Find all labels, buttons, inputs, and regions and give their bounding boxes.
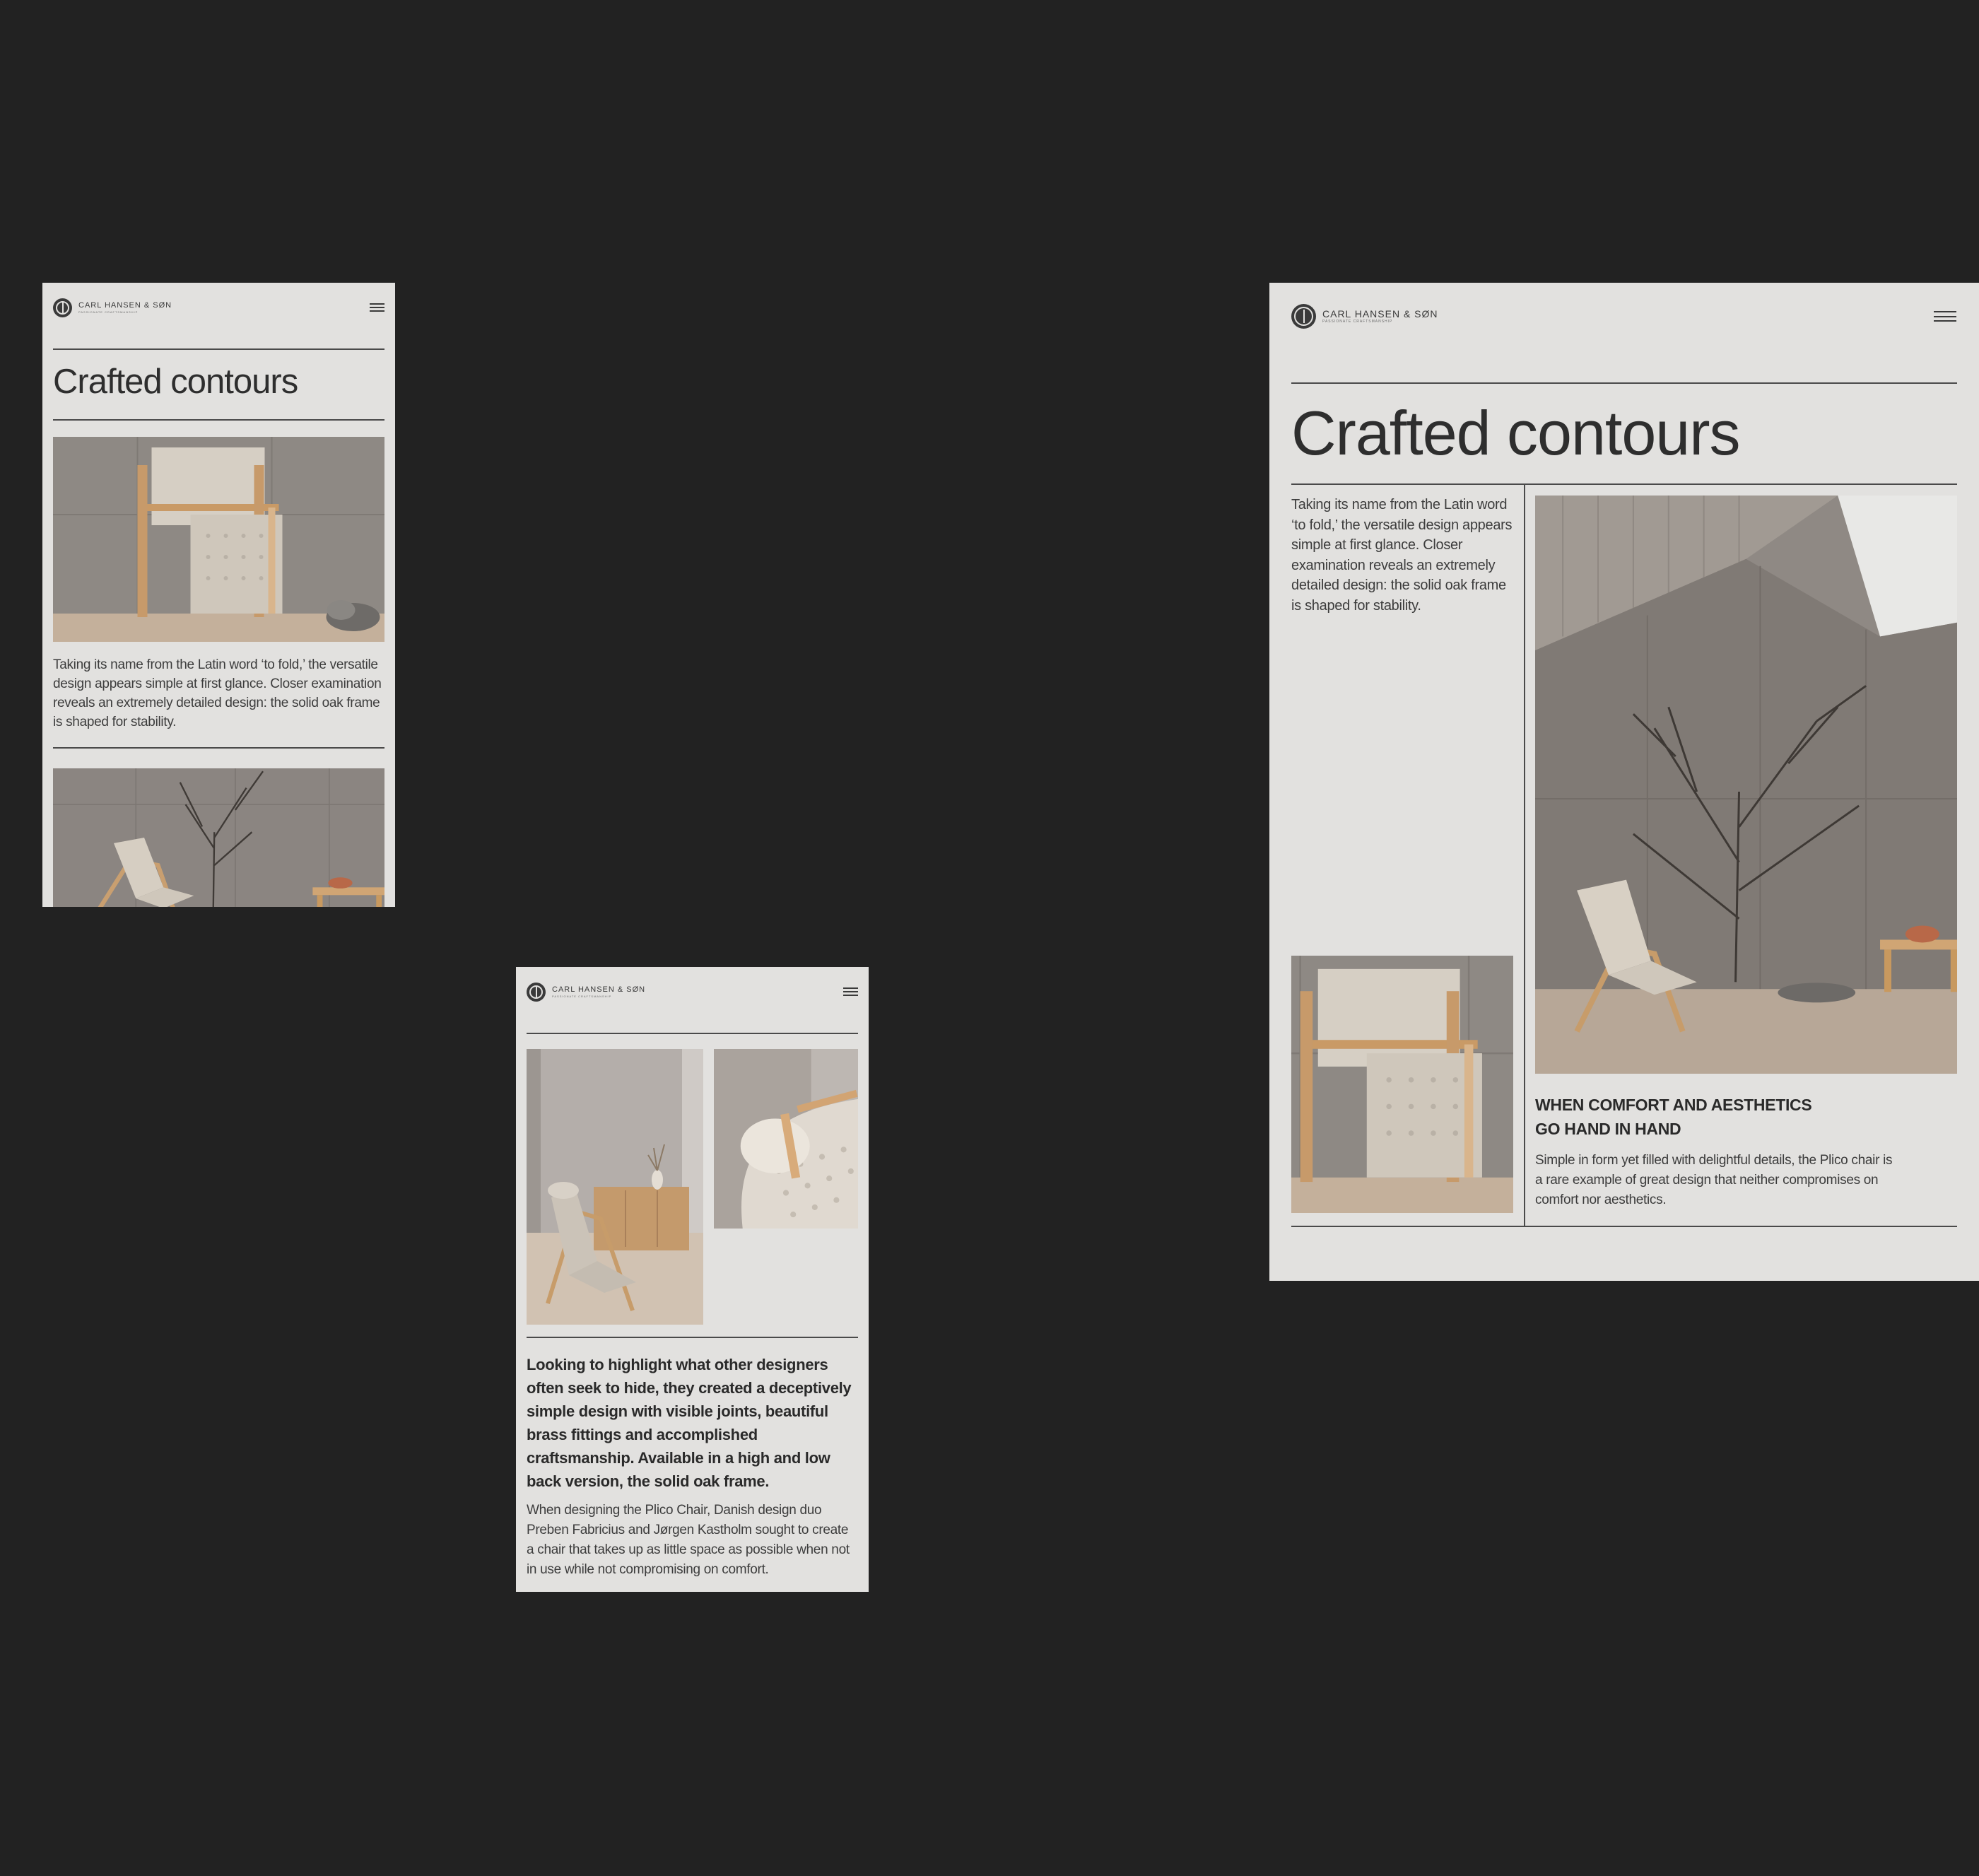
brand-tagline: PASSIONATE CRAFTSMANSHIP <box>1322 319 1393 324</box>
brand-logo[interactable] <box>527 983 645 1002</box>
brand-name: CARL HANSEN & SØN <box>552 985 646 994</box>
intro-text: Taking its name from the Latin word ‘to fold,’ the versatile design appears simple at first glance. Closer examination reveals an extremely detailed design: the solid oak frame is shaped for stability. <box>1291 497 1513 614</box>
brand-logo[interactable] <box>1291 304 1438 329</box>
divider <box>1291 382 1957 384</box>
folded-chair-photo <box>1291 956 1513 1213</box>
mobile-frame-1 <box>42 283 395 907</box>
comfort-text: Simple in form yet filled with delightful details, the Plico chair is a rare example of great design that neither compromises on comfort nor aesthetics. <box>1535 1153 1893 1207</box>
brand-logo[interactable] <box>53 298 172 317</box>
logo-icon <box>53 298 72 317</box>
divider <box>1291 483 1957 485</box>
brand-name: CARL HANSEN & SØN <box>78 301 172 310</box>
designers-text: When designing the Plico Chair, Danish design duo Preben Fabricius and Jørgen Kastholm sought to create a chair that takes up as little space as possible when not in use while not compromising on comfort. <box>527 1503 850 1577</box>
logo-icon <box>1291 304 1316 329</box>
brand-name: CARL HANSEN & SØN <box>1322 308 1438 319</box>
hamburger-menu-icon[interactable] <box>843 987 858 996</box>
divider <box>53 348 384 350</box>
logo-icon <box>527 983 546 1002</box>
loft-chair-photo <box>1535 496 1957 1074</box>
brand-tagline: PASSIONATE CRAFTSMANSHIP <box>552 995 612 998</box>
mobile-frame-2 <box>516 967 869 1592</box>
page-title: Crafted contours <box>1291 398 1740 468</box>
divider <box>527 1337 858 1338</box>
column-divider <box>1524 483 1525 1227</box>
divider <box>53 419 384 421</box>
lounge-chair-photo <box>53 768 384 907</box>
room-chair-photo <box>527 1049 703 1325</box>
divider <box>527 1033 858 1034</box>
divider <box>1291 1226 1957 1227</box>
folded-chair-photo <box>53 437 384 642</box>
tablet-frame <box>1269 283 1979 1281</box>
hamburger-menu-icon[interactable] <box>370 303 384 312</box>
page-title: Crafted contours <box>53 363 298 401</box>
brand-tagline: PASSIONATE CRAFTSMANSHIP <box>78 310 139 314</box>
highlight-text: Looking to highlight what other designers often seek to hide, they created a deceptively simple design with visible joints, beautiful brass fittings and accomplished craftsmanship. Available in a high and low back version, the solid oak frame. <box>527 1356 852 1490</box>
cushion-detail-photo <box>714 1049 858 1229</box>
divider <box>53 747 384 749</box>
intro-text: Taking its name from the Latin word ‘to fold,’ the versatile design appears simple at first glance. Closer examination reveals an extremely detailed design: the solid oak frame is shaped for stability. <box>53 657 382 729</box>
hamburger-menu-icon[interactable] <box>1934 311 1956 322</box>
comfort-heading: WHEN COMFORT AND AESTHETICS GO HAND IN HAND <box>1535 1096 1812 1138</box>
